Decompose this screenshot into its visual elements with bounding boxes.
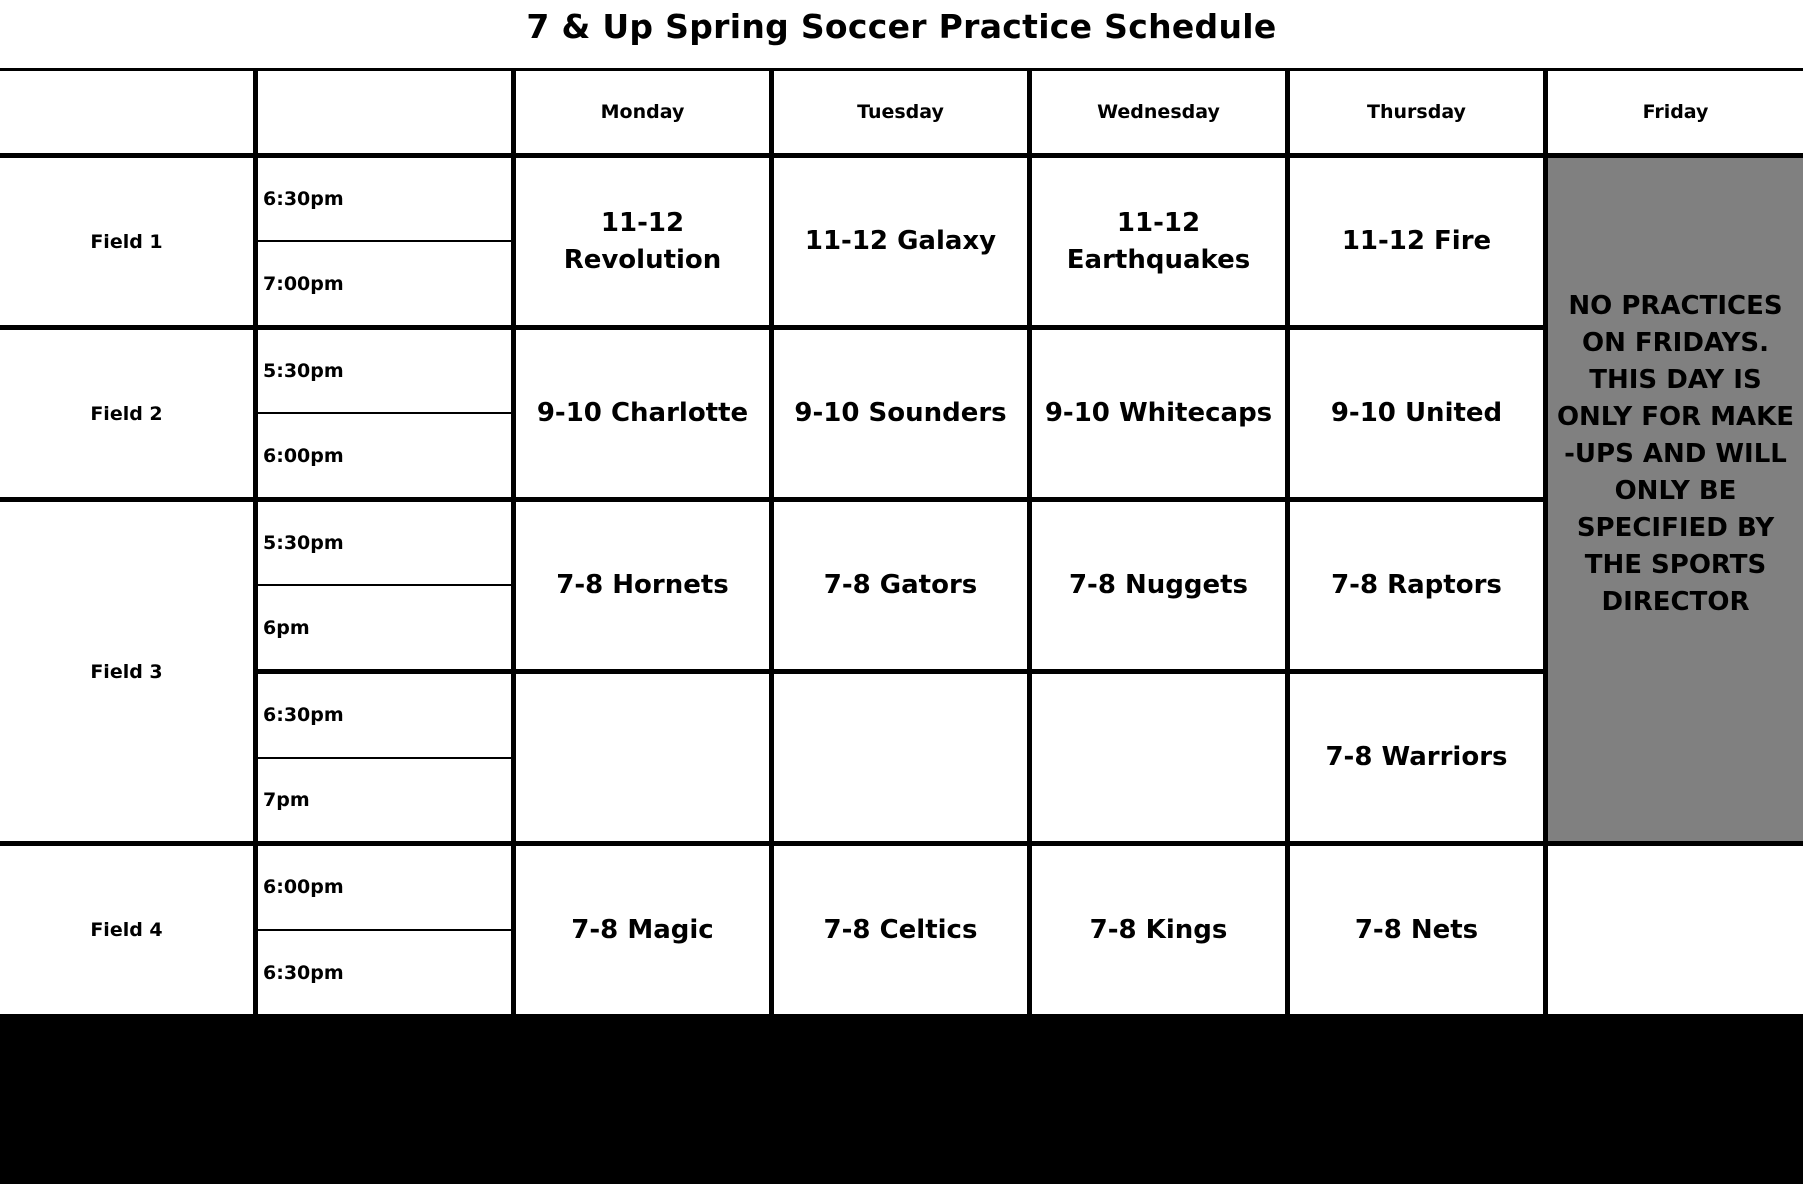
time-cell: 5:30pm [258,330,511,413]
practice-slot: 7-8 Gators [774,502,1027,669]
time-cell: 5:30pm [258,502,511,585]
practice-slot: 11-12 Earthquakes [1032,158,1285,325]
day-header-thursday: Thursday [1290,71,1543,153]
time-cell: 7:00pm [258,242,511,325]
practice-slot: 9-10 Sounders [774,330,1027,497]
practice-slot-empty [774,674,1027,841]
practice-slot: 11-12 Galaxy [774,158,1027,325]
practice-slot: 7-8 Magic [516,846,769,1014]
field-label-4: Field 4 [0,846,253,1014]
time-divider [258,929,511,931]
practice-slot: 9-10 Charlotte [516,330,769,497]
day-header-friday: Friday [1548,71,1803,153]
time-cell: 6:30pm [258,158,511,241]
practice-slot: 7-8 Raptors [1290,502,1543,669]
time-cell: 6pm [258,586,511,669]
practice-slot: 7-8 Nuggets [1032,502,1285,669]
practice-slot: 9-10 United [1290,330,1543,497]
practice-slot-empty [516,674,769,841]
field-label-3: Field 3 [0,502,253,841]
time-cell: 6:00pm [258,414,511,497]
time-divider [258,757,511,759]
day-header-monday: Monday [516,71,769,153]
corner-blank-time [258,71,511,153]
friday-notice: NO PRACTICES ON FRIDAYS. THIS DAY IS ONLY FOR MAKE -UPS AND WILL ONLY BE SPECIFIED BY THE SPORTS DIRECTOR [1548,158,1803,841]
time-divider [258,584,511,586]
practice-slot-empty [1032,674,1285,841]
practice-slot: 7-8 Nets [1290,846,1543,1014]
practice-slot: 7-8 Celtics [774,846,1027,1014]
corner-blank-field [0,71,253,153]
time-cell: 6:30pm [258,674,511,757]
day-header-tuesday: Tuesday [774,71,1027,153]
field-label-2: Field 2 [0,330,253,497]
practice-slot: 9-10 Whitecaps [1032,330,1285,497]
time-cell: 7pm [258,758,511,841]
practice-slot: 7-8 Warriors [1290,674,1543,841]
page-title: 7 & Up Spring Soccer Practice Schedule [526,7,1277,46]
field-label-1: Field 1 [0,158,253,325]
day-header-wednesday: Wednesday [1032,71,1285,153]
time-divider [258,240,511,242]
practice-slot: 7-8 Kings [1032,846,1285,1014]
time-cell: 6:00pm [258,846,511,930]
friday-blank-cell [1548,846,1803,1014]
time-cell: 6:30pm [258,931,511,1014]
practice-slot: 11-12 Fire [1290,158,1543,325]
practice-slot: 7-8 Hornets [516,502,769,669]
practice-slot: 11-12 Revolution [516,158,769,325]
time-divider [258,412,511,414]
